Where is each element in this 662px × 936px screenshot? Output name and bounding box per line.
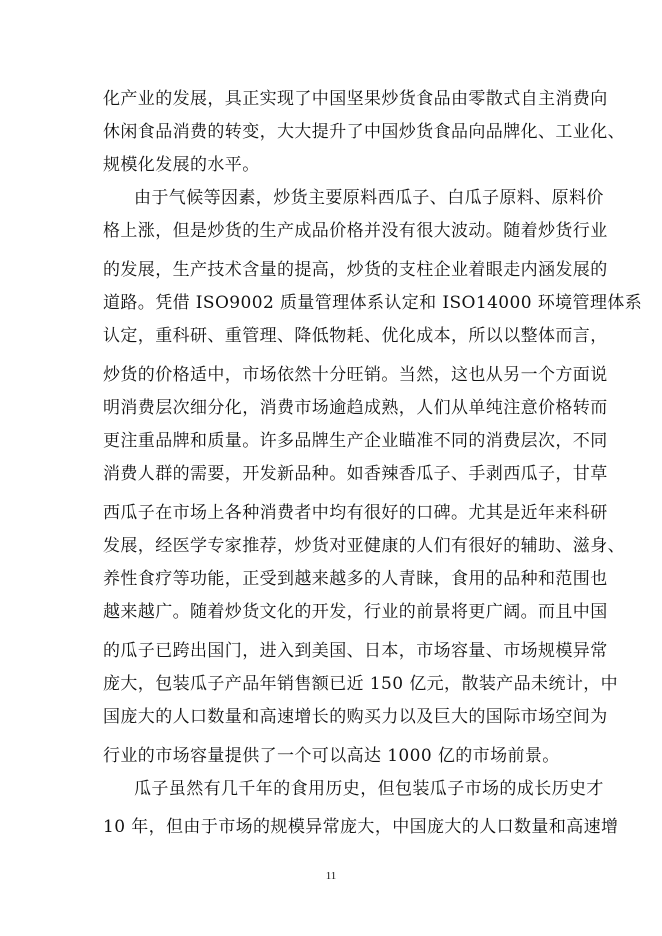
text-line: 规模化发展的水平。 bbox=[103, 155, 260, 175]
text-line: 更注重品牌和质量。许多品牌生产企业瞄准不同的消费层次，不同 bbox=[103, 431, 608, 451]
text-line: 化产业的发展，具正实现了中国坚果炒货食品由零散式自主消费向 bbox=[103, 89, 608, 109]
text-line: 休闲食品消费的转变，大大提升了中国炒货食品向品牌化、工业化、 bbox=[103, 122, 625, 142]
text-line: 的瓜子已跨出国门，进入到美国、日本，市场容量、市场规模异常 bbox=[103, 641, 608, 661]
text-line: 发展，经医学专家推荐，炒货对亚健康的人们有很好的辅助、滋身、 bbox=[103, 536, 625, 556]
text-line: 格上涨，但是炒货的生产成品价格并没有很大波动。随着炒货行业 bbox=[103, 221, 608, 241]
text-line: 越来越广。随着炒货文化的开发，行业的前景将更广阔。而且中国 bbox=[103, 602, 608, 622]
text-line: 国庞大的人口数量和高速增长的购买力以及巨大的国际市场空间为 bbox=[103, 707, 608, 727]
text-line: 行业的市场容量提供了一个可以高达 1000 亿的市场前景。 bbox=[103, 746, 560, 766]
page-number: 11 bbox=[325, 870, 337, 882]
paragraph-start-line: 瓜子虽然有几千年的食用历史，但包装瓜子市场的成长历史才 bbox=[134, 779, 604, 799]
text-line: 道路。凭借 ISO9002 质量管理体系认定和 ISO14000 环境管理体系 bbox=[103, 293, 643, 313]
text-line: 消费人群的需要，开发新品种。如香辣香瓜子、手剥西瓜子，甘草 bbox=[103, 464, 608, 484]
text-line: 的发展，生产技术含量的提高，炒货的支柱企业着眼走内涵发展的 bbox=[103, 260, 608, 280]
text-line: 庞大，包装瓜子产品年销售额已近 150 亿元，散装产品未统计，中 bbox=[103, 674, 619, 694]
text-line: 炒货的价格适中，市场依然十分旺销。当然，这也从另一个方面说 bbox=[103, 365, 608, 385]
text-line: 明消费层次细分化，消费市场逾趋成熟，人们从单纯注意价格转而 bbox=[103, 398, 608, 418]
text-line: 10 年，但由于市场的规模异常庞大，中国庞大的人口数量和高速增 bbox=[103, 817, 619, 837]
paragraph-start-line: 由于气候等因素，炒货主要原料西瓜子、白瓜子原料、原料价 bbox=[134, 188, 604, 208]
text-line: 养性食疗等功能，正受到越来越多的人青睐，食用的品种和范围也 bbox=[103, 569, 608, 589]
text-line: 认定，重科研、重管理、降低物耗、优化成本，所以以整体而言， bbox=[103, 326, 608, 346]
text-line: 西瓜子在市场上各种消费者中均有很好的口碑。尤其是近年来科研 bbox=[103, 503, 608, 523]
